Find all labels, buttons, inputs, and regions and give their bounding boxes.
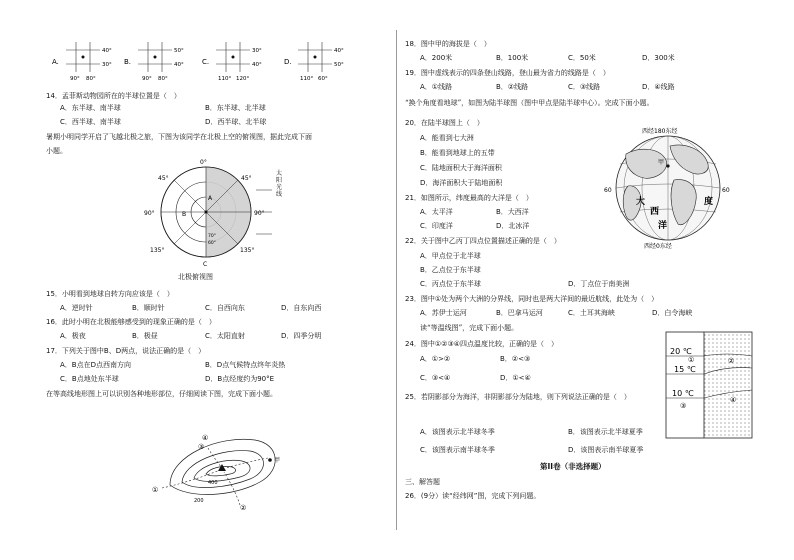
svg-text:110°: 110° <box>300 76 314 82</box>
svg-text:110°: 110° <box>218 76 232 82</box>
q20-option-d[interactable]: D．海洋面积大于陆地面积 <box>420 179 503 187</box>
intro-flight-line2: 小题。 <box>46 147 67 155</box>
part2-title: 第II卷（非选择题） <box>540 462 606 471</box>
svg-text:西经0东经: 西经0东经 <box>644 243 672 250</box>
column-divider <box>396 30 397 530</box>
q18-option-a[interactable]: A．200米 <box>420 54 453 62</box>
svg-text:10 ℃: 10 ℃ <box>672 389 694 398</box>
intro-flight-line1: 暑期小明同学开启了飞越北极之旅，下图为该同学在北极上空的俯视图，据此完成下面 <box>46 133 312 141</box>
svg-text:西经180东经: 西经180东经 <box>642 128 678 135</box>
polar-caption: 北极俯视图 <box>178 273 213 281</box>
svg-text:135°: 135° <box>240 247 255 254</box>
q25-option-b[interactable]: B．该图表示北半球夏季 <box>568 428 643 436</box>
svg-text:60°: 60° <box>318 76 328 82</box>
svg-text:70°: 70° <box>208 234 216 239</box>
svg-text:135°: 135° <box>150 247 165 254</box>
svg-text:D.: D. <box>284 58 292 66</box>
svg-text:120°: 120° <box>236 76 250 82</box>
svg-text:60: 60 <box>604 187 612 194</box>
q23-option-c[interactable]: C．土耳其海峡 <box>568 309 615 317</box>
q14-option-d[interactable]: D．西半球、北半球 <box>205 118 267 126</box>
q25-stem: 25．若阴影部分为海洋，非阴影部分为陆地，则下列说法正确的是（ ） <box>405 393 631 401</box>
q23-stem: 23．图中①处为两个大洲的分界线，同时也是两大洋间的最近航线，此处为（ ） <box>405 295 659 303</box>
q23-option-a[interactable]: A．苏伊士运河 <box>420 309 467 317</box>
q22-option-b[interactable]: B．乙点位于东半球 <box>420 266 481 274</box>
svg-text:90°: 90° <box>254 210 265 217</box>
q23-option-b[interactable]: B．巴拿马运河 <box>496 309 543 317</box>
sunlight-label: 太阳光线 <box>276 170 283 198</box>
q19-stem: 19．图中虚线表示的四条登山线路，登山最为省力的线路是（ ） <box>405 69 610 77</box>
q21-option-d[interactable]: D．北冰洋 <box>496 222 530 230</box>
svg-text:60: 60 <box>722 187 730 194</box>
svg-text:②: ② <box>728 357 735 365</box>
q13-option-c <box>202 42 262 82</box>
svg-text:400: 400 <box>208 480 218 486</box>
q20-option-a[interactable]: A．能看到七大洲 <box>420 134 474 142</box>
intro-contour: 在等高线地形图上可以识别各种地形部位，仔细阅读下图，完成下面小题。 <box>46 390 277 398</box>
q14-stem: 14．孟菲斯动物园所在的半球位置是（ ） <box>46 92 181 100</box>
q13-option-b <box>124 42 184 82</box>
q22-option-a[interactable]: A．甲点位于北半球 <box>420 252 481 260</box>
svg-text:B.: B. <box>124 58 132 66</box>
q24-option-c[interactable]: C．③<④ <box>420 374 451 382</box>
q20-stem: 20．在陆半球图上（ ） <box>405 119 484 127</box>
q17-option-c[interactable]: C．B点地处东半球 <box>60 375 119 383</box>
q26-stem: 26．(9分）读“经纬网”图，完成下列问题。 <box>405 492 541 500</box>
q22-option-d[interactable]: D．丁点位于南美洲 <box>568 280 630 288</box>
q13-option-a <box>52 42 112 82</box>
svg-text:洋: 洋 <box>658 221 668 231</box>
q19-option-d[interactable]: D．④线路 <box>642 83 675 91</box>
option-letter: A. <box>52 58 59 66</box>
land-hemisphere-figure <box>600 124 740 249</box>
q17-option-b[interactable]: B．D点气候特点终年炎热 <box>205 361 286 369</box>
svg-text:45°: 45° <box>241 175 252 182</box>
q16-option-b[interactable]: B．极昼 <box>132 332 158 340</box>
svg-text:度: 度 <box>704 197 714 207</box>
svg-text:30°: 30° <box>102 62 112 68</box>
q21-option-b[interactable]: B．大西洋 <box>496 208 529 216</box>
svg-text:A: A <box>208 195 213 202</box>
q16-option-c[interactable]: C．太阳直射 <box>205 332 245 340</box>
q15-stem: 15．小明看到地球自转方向应该是（ ） <box>46 290 174 298</box>
q16-option-a[interactable]: A．极夜 <box>60 332 86 340</box>
svg-text:④: ④ <box>202 434 209 442</box>
svg-text:60°: 60° <box>208 241 216 246</box>
q25-option-c[interactable]: C．该图表示南半球冬季 <box>420 446 495 454</box>
q14-option-c[interactable]: C．西半球、南半球 <box>60 118 121 126</box>
svg-text:80°: 80° <box>86 76 96 82</box>
svg-text:③: ③ <box>680 402 687 410</box>
svg-text:90°: 90° <box>142 76 152 82</box>
q24-option-a[interactable]: A．①>② <box>420 355 451 363</box>
q18-option-c[interactable]: C．50米 <box>568 54 596 62</box>
q24-option-b[interactable]: B．②<③ <box>500 355 531 363</box>
q21-option-a[interactable]: A．太平洋 <box>420 208 453 216</box>
svg-text:C.: C. <box>202 58 210 66</box>
q17-stem: 17．下列关于图中B、D两点，说法正确的是（ ） <box>46 347 206 355</box>
q17-option-a[interactable]: A．B点在D点西南方向 <box>60 361 131 369</box>
svg-text:50°: 50° <box>174 48 184 54</box>
q16-stem: 16．此时小明在北极能够感受到的现象正确的是（ ） <box>46 318 216 326</box>
q24-option-d[interactable]: D．①<④ <box>500 374 531 382</box>
q15-option-c[interactable]: C．自西向东 <box>205 304 245 312</box>
svg-text:甲: 甲 <box>658 159 665 166</box>
q15-option-b[interactable]: B．顺时针 <box>132 304 165 312</box>
q22-stem: 22．关于图中乙丙丁四点位置描述正确的是（ ） <box>405 237 561 245</box>
svg-text:④: ④ <box>730 396 737 404</box>
intro-globe: “换个角度看地球”，如图为陆半球图（图中甲点是陆半球中心）。完成下面小题。 <box>405 99 654 107</box>
q18-stem: 18．图中甲的海拔是（ ） <box>405 40 491 48</box>
q20-option-c[interactable]: C．陆地面积大于海洋面积 <box>420 164 502 172</box>
q13-option-d <box>284 42 344 82</box>
q19-option-a[interactable]: A．①线路 <box>420 83 453 91</box>
q24-stem: 24．图中①②③④四点温度比较，正确的是（ ） <box>405 340 559 348</box>
q20-option-b[interactable]: B．能看到地球上的五带 <box>420 149 495 157</box>
contour-map-figure <box>150 410 290 510</box>
q15-option-a[interactable]: A．逆时针 <box>60 304 93 312</box>
q21-option-c[interactable]: C．印度洋 <box>420 222 453 230</box>
q16-option-d[interactable]: D．四季分明 <box>281 332 322 340</box>
q15-option-d[interactable]: D．自东向西 <box>281 304 322 312</box>
svg-text:0°: 0° <box>200 159 207 166</box>
svg-text:90°: 90° <box>144 210 155 217</box>
svg-text:90°: 90° <box>70 76 80 82</box>
svg-text:大: 大 <box>636 197 646 207</box>
q23-option-d[interactable]: D．白令海峡 <box>652 309 693 317</box>
svg-text:45°: 45° <box>158 175 169 182</box>
q19-option-c[interactable]: C．③线路 <box>568 83 601 91</box>
polar-view-figure <box>144 159 268 270</box>
svg-text:20 ℃: 20 ℃ <box>670 347 692 356</box>
svg-text:西: 西 <box>650 207 660 217</box>
q18-option-d[interactable]: D．300米 <box>642 54 675 62</box>
svg-text:40°: 40° <box>334 48 344 54</box>
q25-option-a[interactable]: A．该图表示北半球冬季 <box>420 428 495 436</box>
svg-text:200: 200 <box>194 498 204 504</box>
svg-text:80°: 80° <box>158 76 168 82</box>
q22-option-c[interactable]: C．丙点位于东半球 <box>420 280 481 288</box>
svg-text:甲: 甲 <box>274 457 281 464</box>
q13-options-grids <box>0 40 394 90</box>
q17-option-d[interactable]: D．B点经度约为90°E <box>205 375 275 383</box>
svg-text:15 ℃: 15 ℃ <box>674 365 696 374</box>
isotherm-figure <box>664 330 754 440</box>
q19-option-b[interactable]: B．②线路 <box>496 83 529 91</box>
svg-text:40°: 40° <box>102 48 112 54</box>
q25-option-d[interactable]: D．该图表示南半球夏季 <box>568 446 644 454</box>
svg-text:B: B <box>182 211 187 218</box>
q21-stem: 21．如图所示，纬度最高的大洋是（ ） <box>405 194 533 202</box>
svg-text:①: ① <box>152 486 159 494</box>
svg-text:C: C <box>203 261 208 268</box>
q14-option-b[interactable]: B．东半球、北半球 <box>205 104 266 112</box>
q18-option-b[interactable]: B．100米 <box>496 54 529 62</box>
svg-text:③: ③ <box>198 443 205 451</box>
svg-text:30°: 30° <box>252 48 262 54</box>
q14-option-a[interactable]: A．东半球、南半球 <box>60 104 121 112</box>
svg-text:40°: 40° <box>252 62 262 68</box>
svg-text:50°: 50° <box>334 62 344 68</box>
svg-text:40°: 40° <box>174 62 184 68</box>
intro-isotherm: 读“等温线图”，完成下面小题。 <box>420 324 519 332</box>
svg-text:①: ① <box>688 356 695 364</box>
section3-title: 三、解答题 <box>405 478 440 486</box>
svg-text:②: ② <box>240 504 247 512</box>
